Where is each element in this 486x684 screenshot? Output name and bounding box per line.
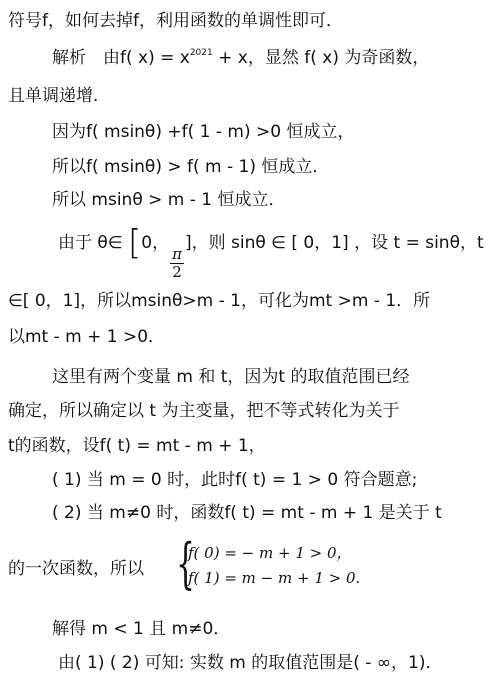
left-brace: { (176, 532, 195, 595)
text-line-14: ( 2) 当 m≠0 时，函数f( t) = mt - m + 1 是关于 t (52, 503, 442, 523)
text-line-3: 且单调递增． (8, 86, 110, 106)
text-line-6: 所以 msinθ > m - 1 恒成立． (52, 190, 286, 210)
text-line-11: 确定，所以确定以 t 为主变量，把不等式转化为关于 (8, 401, 400, 421)
text-line-13: ( 1) 当 m = 0 时，此时f( t) = 1 > 0 符合题意; (52, 470, 418, 490)
text-line-2 (52, 47, 429, 69)
system-equation-2: f( 1) = m − m + 1 > 0. (188, 569, 361, 587)
text-line-4: 因为f( msinθ) +f( 1 - m) >0 恒成立， (52, 122, 355, 142)
interval-zero: 0， (141, 233, 170, 253)
pi-over-two (170, 247, 184, 280)
text-line-10: 这里有两个变量 m 和 t，因为t 的取值范围已经 (52, 367, 410, 387)
text-line-5: 所以f( msinθ) > f( m - 1) 恒成立． (52, 157, 330, 177)
text-line-16: 解得 m < 1 且 m≠0． (52, 619, 231, 639)
text-line-9: 以mt - m + 1 >0． (8, 327, 166, 347)
text-line-8: ∈[ 0，1]，所以msinθ>m - 1，可化为mt >m - 1．所 (8, 291, 431, 311)
fraction-numerator: π (172, 245, 182, 263)
analysis-start: 解析 由f( x) = x (52, 48, 190, 68)
text-line-17: 由( 1) ( 2) 可知: 实数 m 的取值范围是( - ∞，1)． (58, 653, 443, 673)
text-line-1: 符号f，如何去掉f，利用函数的单调性即可． (8, 11, 343, 31)
since-theta: 由于 θ∈ (58, 233, 123, 253)
open-bracket: [ (128, 223, 142, 263)
analysis-rest: + x，显然 f( x) 为奇函数， (212, 48, 430, 68)
system-equation-1: f( 0) = − m + 1 > 0， (188, 544, 352, 562)
text-line-7 (58, 223, 484, 281)
text-line-12: t的函数，设f( t) = mt - m + 1， (8, 436, 266, 456)
equation-system (176, 532, 376, 595)
text-line-15: 的一次函数，所以 (8, 559, 144, 579)
interval-rest: ]，则 sinθ ∈ [ 0，1] ，设 t = sinθ，t (184, 233, 484, 253)
fraction-denominator: 2 (172, 263, 182, 281)
exponent: 2021 (189, 48, 213, 58)
